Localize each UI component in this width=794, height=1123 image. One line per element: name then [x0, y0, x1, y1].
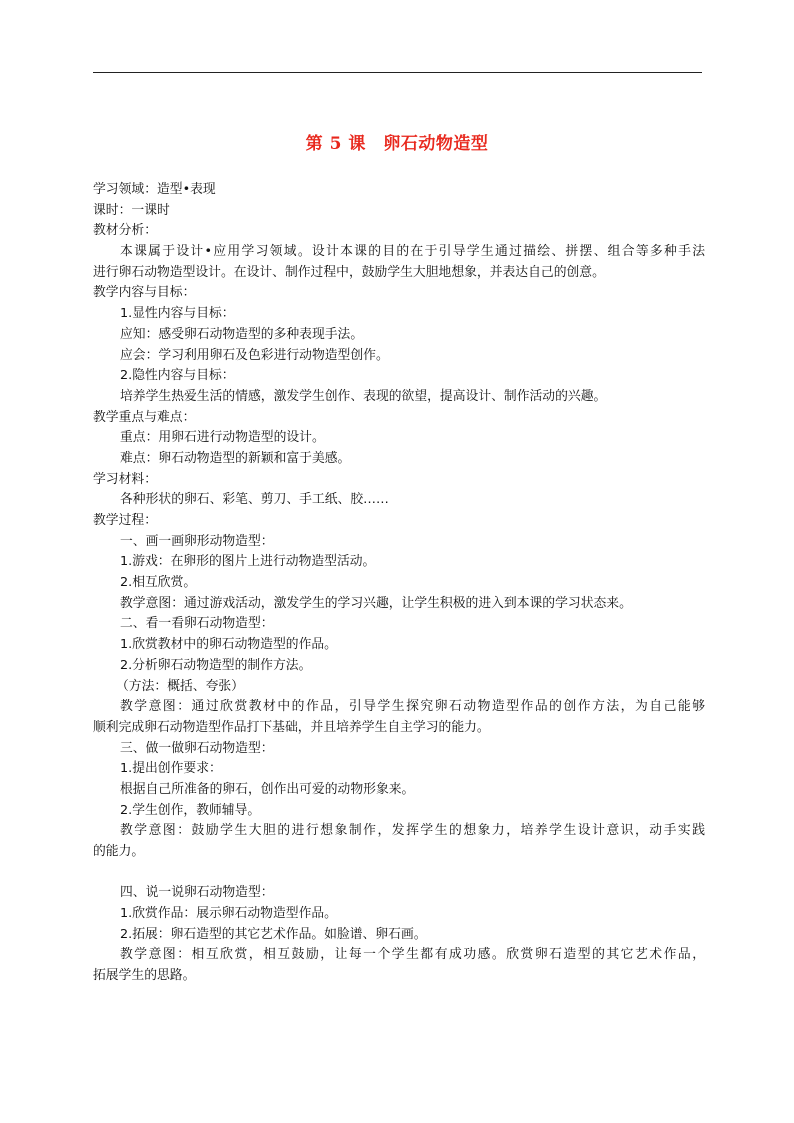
text-line: 各种形状的卵石、彩笔、剪刀、手工纸、胶…… — [120, 492, 389, 508]
text-line: 教学意图：通过游戏活动，激发学生的学习兴趣，让学生积极的进入到本课的学习状态来。 — [120, 595, 632, 611]
text-line: 教学意图：相互欣赏，相互鼓励，让每一个学生都有成功感。欣赏卵石造型的其它艺术作品， — [120, 947, 705, 963]
document-body — [93, 180, 705, 987]
text-line: 的能力。 — [93, 844, 145, 859]
text-line: 1.欣赏教材中的卵石动物造型的作品。 — [120, 637, 337, 653]
text-line: 难点：卵石动物造型的新颖和富于美感。 — [120, 450, 351, 466]
text-line: 重点：用卵石进行动物造型的设计。 — [120, 430, 325, 446]
text-line: 根据自己所准备的卵石，创作出可爱的动物形象来。 — [120, 781, 415, 797]
text-line: （方法：概括、夸张） — [116, 678, 244, 694]
text-line: 培养学生热爱生活的情感，激发学生创作、表现的欲望，提高设计、制作活动的兴趣。 — [120, 388, 607, 404]
text-line: 2.拓展：卵石造型的其它艺术作品。如脸谱、卵石画。 — [120, 926, 427, 942]
text-line: 四、说一说卵石动物造型： — [120, 885, 274, 901]
text-line: 一、画一画卵形动物造型： — [120, 533, 274, 549]
header-rule — [93, 72, 702, 73]
text-line: 二、看一看卵石动物造型： — [120, 616, 274, 632]
text-line: 学习材料： — [93, 471, 157, 487]
text-line: 2.隐性内容与目标： — [120, 368, 235, 384]
text-line: 教学重点与难点： — [93, 409, 196, 425]
text-line: 1.欣赏作品：展示卵石动物造型作品。 — [120, 906, 337, 922]
page-title: 第 5 课 卵石动物造型 — [305, 134, 489, 154]
text-line: 1.显性内容与目标： — [120, 306, 235, 322]
text-line: 教学内容与目标： — [93, 285, 196, 301]
text-line: 教学意图：通过欣赏教材中的作品，引导学生探究卵石动物造型作品的创作方法，为自己能够 — [120, 699, 705, 715]
text-line: 教材分析： — [93, 223, 157, 239]
text-line: 应知：感受卵石动物造型的多种表现手法。 — [120, 326, 364, 342]
text-line: 2.学生创作，教师辅导。 — [120, 802, 261, 818]
text-line: 顺利完成卵石动物造型作品打下基础，并且培养学生自主学习的能力。 — [93, 719, 490, 735]
text-line: 1.游戏：在卵形的图片上进行动物造型活动。 — [120, 554, 376, 570]
text-line: 应会：学习利用卵石及色彩进行动物造型创作。 — [120, 347, 389, 363]
text-line: 学习领域：造型•表现 — [93, 182, 216, 197]
text-line: 课时：一课时 — [93, 202, 170, 218]
blank-line — [93, 863, 705, 884]
text-line: 拓展学生的思路。 — [93, 968, 196, 984]
text-line: 三、做一做卵石动物造型： — [120, 740, 274, 756]
text-line: 2.相互欣赏。 — [120, 575, 197, 591]
text-line: 教学意图：鼓励学生大胆的进行想象制作，发挥学生的想象力，培养学生设计意识，动手实践 — [120, 823, 705, 839]
text-line: 本课属于设计•应用学习领域。设计本课的目的在于引导学生通过描绘、拼摆、组合等多种手法 — [120, 244, 705, 260]
text-line: 2.分析卵石动物造型的制作方法。 — [120, 657, 312, 673]
text-line: 教学过程： — [93, 513, 157, 528]
text-line: 1.提出创作要求： — [120, 761, 222, 777]
text-line: 进行卵石动物造型设计。在设计、制作过程中，鼓励学生大胆地想象，并表达自己的创意。 — [93, 264, 605, 280]
